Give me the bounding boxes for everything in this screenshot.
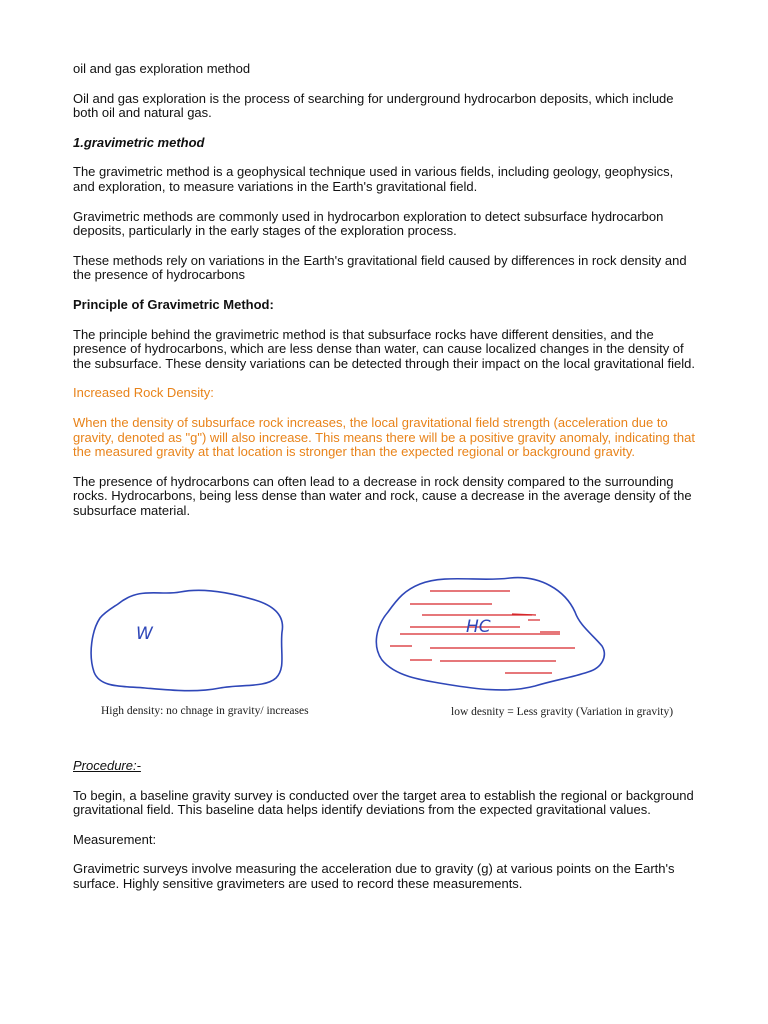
increased-density-heading: Increased Rock Density: bbox=[73, 385, 214, 401]
intro-paragraph: Oil and gas exploration is the process of searching for underground hydrocarbon deposits, which include both oil and natural gas. bbox=[73, 90, 674, 121]
measurement-heading: Measurement: bbox=[73, 831, 157, 847]
procedure-heading: Procedure:- bbox=[73, 758, 141, 773]
caption-high-density: High density: no chnage in gravity/ increases bbox=[101, 705, 309, 717]
measurement-paragraph: Gravimetric surveys involve measuring the acceleration due to gravity (g) at various points on the Earth's surface. Highly sensitive gravimeters are used to record these measurements. bbox=[73, 861, 675, 891]
increased-density-paragraph: When the density of subsurface rock increases, the local gravitational field strength (acceleration due to gravity, denoted as "g") will also increase. This means there will be a positive gravity anomaly, indicating that the measured gravity at that location is stronger than the expected regional or background gravity. bbox=[73, 414, 695, 460]
hydrocarbon-label: HC bbox=[466, 617, 491, 637]
baseline-paragraph: To begin, a baseline gravity survey is conducted over the target area to establish the regional or background gravitational field. This baseline data helps identify deviations from the expected gravitational values. bbox=[73, 787, 694, 818]
procedure-section bbox=[73, 759, 698, 892]
method-heading: 1.gravimetric method bbox=[73, 134, 205, 150]
caption-low-density: low desnity = Less gravity (Variation in gravity) bbox=[451, 706, 674, 718]
gravimetric-paragraph-3: These methods rely on variations in the Earth's gravitational field caused by differences in rock density and the presence of hydrocarbons bbox=[73, 252, 687, 283]
high-density-outline bbox=[91, 590, 282, 690]
water-label: W bbox=[136, 624, 153, 644]
hydrocarbon-paragraph: The presence of hydrocarbons can often lead to a decrease in rock density compared to the surrounding rocks. Hydrocarbons, being less dense than water and rock, cause a decrease in the average density of the subsurface material. bbox=[73, 473, 692, 518]
principle-paragraph: The principle behind the gravimetric method is that subsurface rocks have different densities, and the presence of hydrocarbons, which are less dense than water, can cause localized changes in the density of the subsurface. These density variations can be detected through their impact on the local gravitational field. bbox=[73, 326, 695, 371]
gravimetric-paragraph-2: Gravimetric methods are commonly used in hydrocarbon exploration to detect subsurface hydrocarbon deposits, particularly in the early stages of the exploration process. bbox=[73, 208, 664, 239]
gravimetric-paragraph-1: The gravimetric method is a geophysical technique used in various fields, including geology, geophysics, and exploration, to measure variations in the Earth's gravitational field. bbox=[73, 164, 674, 194]
document-body bbox=[73, 62, 698, 518]
principle-heading: Principle of Gravimetric Method: bbox=[73, 296, 274, 312]
doc-title: oil and gas exploration method bbox=[73, 61, 251, 76]
